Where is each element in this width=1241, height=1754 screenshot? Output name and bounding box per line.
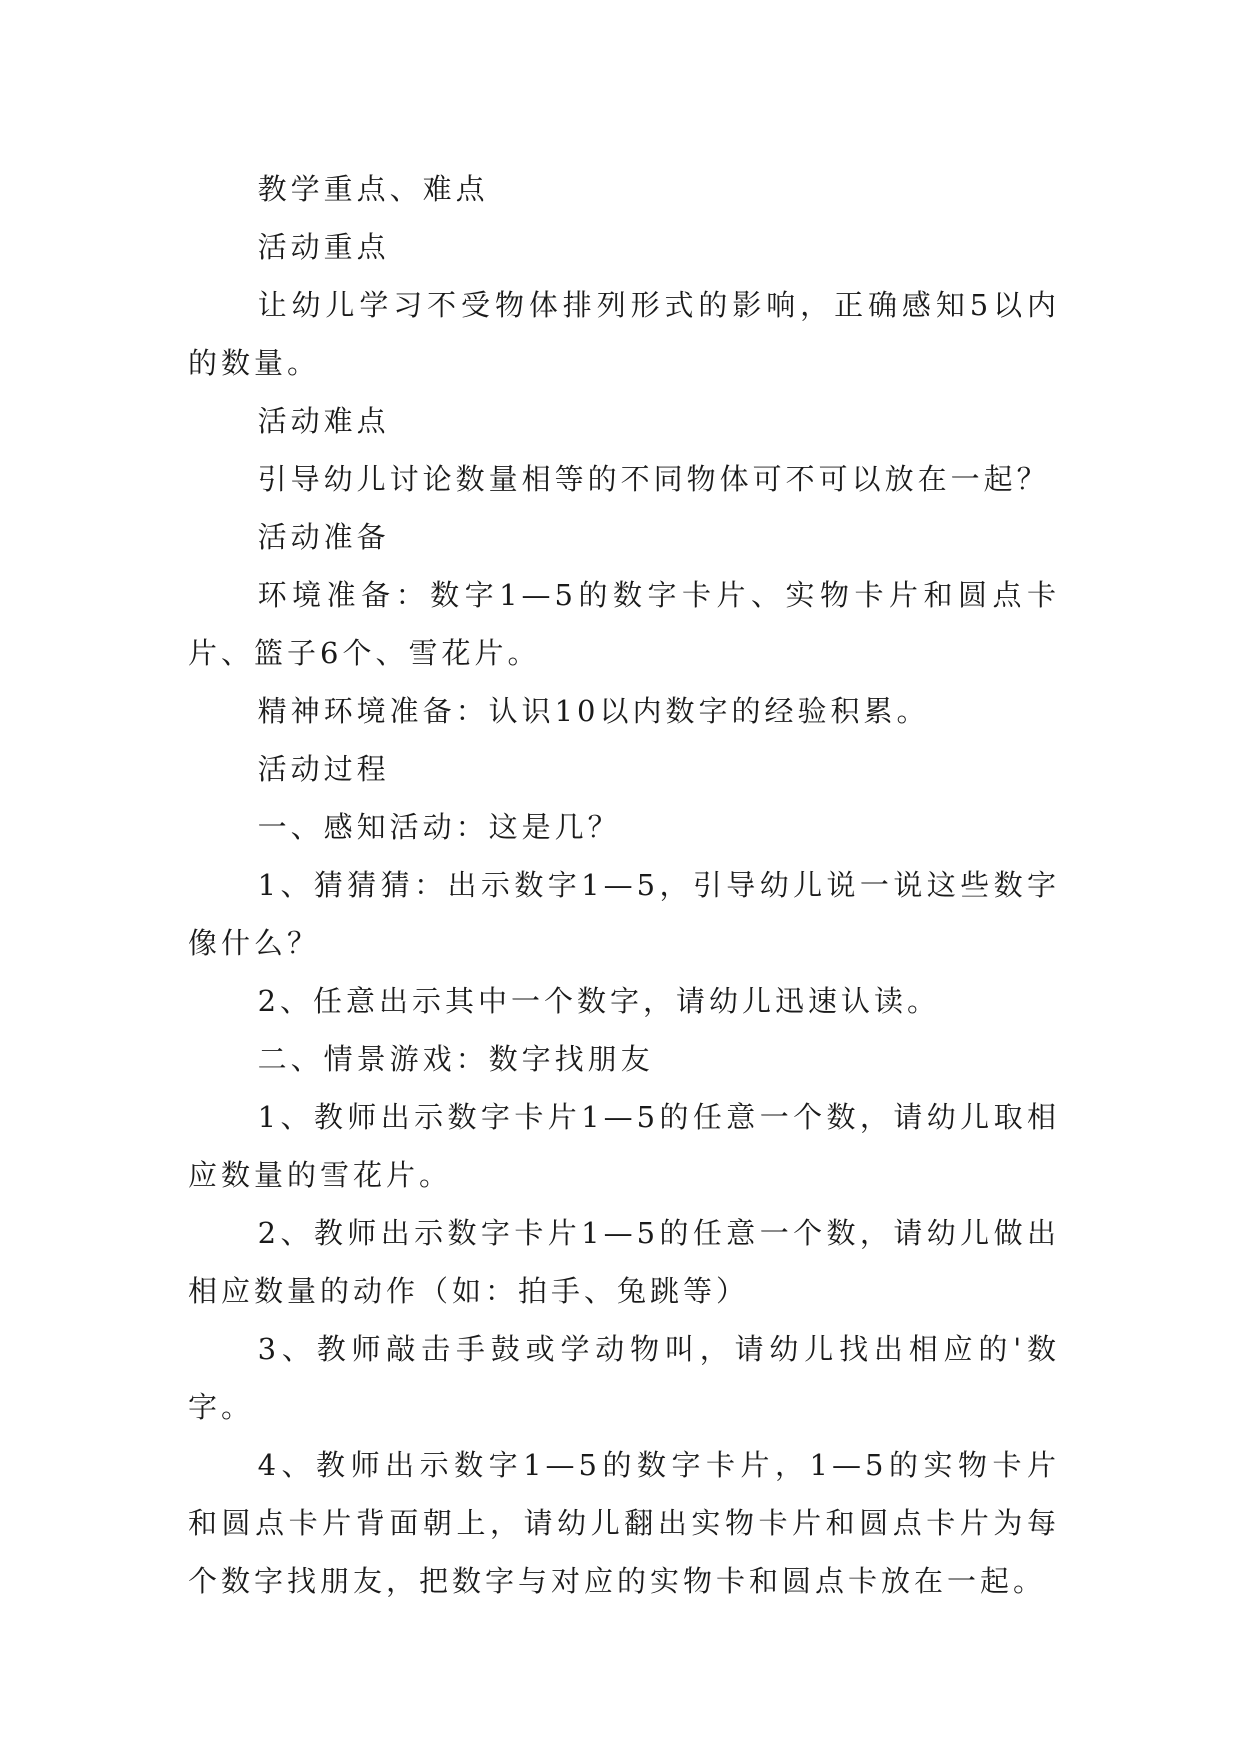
heading-activity-process: 活动过程 xyxy=(257,752,390,786)
paragraph-activity-difficulty: 引导幼儿讨论数量相等的不同物体可不可以放在一起？ xyxy=(257,462,1050,496)
paragraph-mental-preparation: 精神环境准备：认识10以内数字的经验积累。 xyxy=(257,694,930,728)
paragraph-step-1-2: 2、任意出示其中一个数字，请幼儿迅速认读。 xyxy=(257,984,941,1018)
heading-key-points: 教学重点、难点 xyxy=(257,172,489,206)
paragraph-step-1-1: 1、猜猜猜：出示数字1—5，引导幼儿说一说这些数字像什么？ xyxy=(188,868,1060,960)
heading-section-one: 一、感知活动：这是几？ xyxy=(257,810,621,844)
paragraph-activity-focus: 让幼儿学习不受物体排列形式的影响，正确感知5以内的数量。 xyxy=(188,288,1060,380)
heading-activity-focus: 活动重点 xyxy=(257,230,390,264)
paragraph-step-2-2: 2、教师出示数字卡片1—5的任意一个数，请幼儿做出相应数量的动作（如：拍手、兔跳等） xyxy=(188,1216,1060,1308)
paragraph-step-2-4: 4、教师出示数字1—5的数字卡片，1—5的实物卡片和圆点卡片背面朝上，请幼儿翻出实物卡片和圆点卡片为每个数字找朋友，把数字与对应的实物卡和圆点卡放在一起。 xyxy=(188,1448,1060,1598)
paragraph-step-2-3: 3、教师敲击手鼓或学动物叫，请幼儿找出相应的'数字。 xyxy=(188,1332,1060,1424)
heading-activity-preparation: 活动准备 xyxy=(257,520,390,554)
paragraph-step-2-1: 1、教师出示数字卡片1—5的任意一个数，请幼儿取相应数量的雪花片。 xyxy=(188,1100,1060,1192)
heading-activity-difficulty: 活动难点 xyxy=(257,404,390,438)
paragraph-environment-preparation: 环境准备：数字1—5的数字卡片、实物卡片和圆点卡片、篮子6个、雪花片。 xyxy=(188,578,1060,670)
document-body xyxy=(188,160,1060,1610)
heading-section-two: 二、情景游戏：数字找朋友 xyxy=(257,1042,654,1076)
